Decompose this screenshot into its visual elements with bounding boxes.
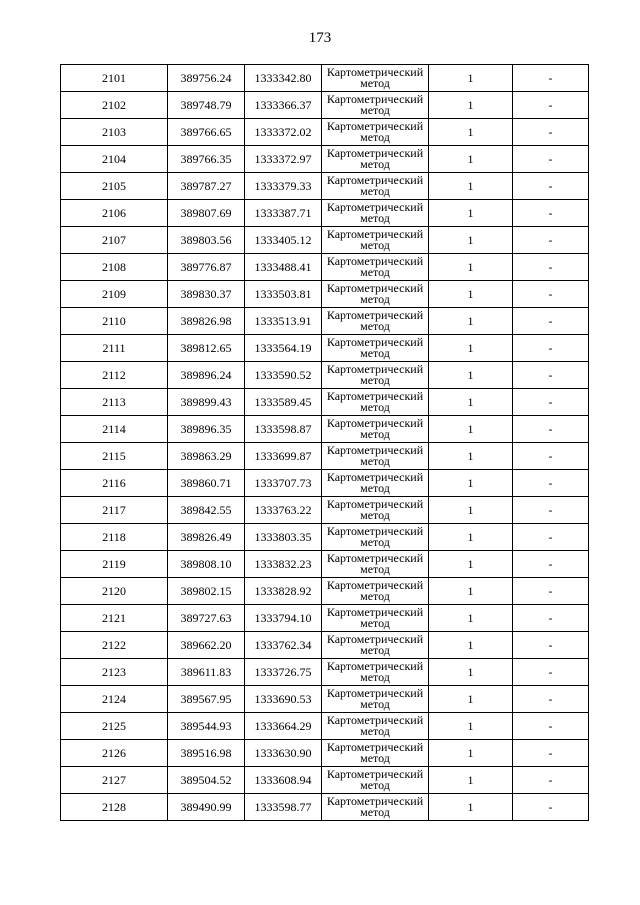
y-coordinate-cell: 1333589.45 bbox=[245, 389, 322, 416]
method-line-2: метод bbox=[360, 643, 390, 657]
count-cell: 1 bbox=[429, 200, 513, 227]
method-line-2: метод bbox=[360, 319, 390, 333]
x-coordinate-cell: 389863.29 bbox=[168, 443, 245, 470]
method-line-1: Картометрический bbox=[326, 200, 424, 214]
method-cell bbox=[322, 173, 429, 200]
method-line-2: метод bbox=[360, 562, 390, 576]
method-line-2: метод bbox=[360, 724, 390, 738]
method-line-1: Картометрический bbox=[326, 146, 424, 160]
dash-cell: - bbox=[513, 389, 589, 416]
point-number-cell: 2104 bbox=[61, 146, 168, 173]
method-cell bbox=[322, 713, 429, 740]
table-row bbox=[61, 119, 589, 146]
table-row bbox=[61, 740, 589, 767]
method-line-2: метод bbox=[360, 400, 390, 414]
method-line-2: метод bbox=[360, 778, 390, 792]
method-line-2: метод bbox=[360, 265, 390, 279]
table-row bbox=[61, 659, 589, 686]
x-coordinate-cell: 389826.49 bbox=[168, 524, 245, 551]
count-cell: 1 bbox=[429, 605, 513, 632]
x-coordinate-cell: 389766.65 bbox=[168, 119, 245, 146]
method-line-2: метод bbox=[360, 481, 390, 495]
y-coordinate-cell: 1333803.35 bbox=[245, 524, 322, 551]
table-row bbox=[61, 632, 589, 659]
count-cell: 1 bbox=[429, 65, 513, 92]
point-number-cell: 2113 bbox=[61, 389, 168, 416]
method-line-2: метод bbox=[360, 238, 390, 252]
count-cell: 1 bbox=[429, 686, 513, 713]
point-number-cell: 2105 bbox=[61, 173, 168, 200]
table-row bbox=[61, 524, 589, 551]
x-coordinate-cell: 389830.37 bbox=[168, 281, 245, 308]
x-coordinate-cell: 389803.56 bbox=[168, 227, 245, 254]
method-line-1: Картометрический bbox=[326, 65, 424, 79]
x-coordinate-cell: 389611.83 bbox=[168, 659, 245, 686]
method-line-2: метод bbox=[360, 130, 390, 144]
y-coordinate-cell: 1333513.91 bbox=[245, 308, 322, 335]
method-line-1: Картометрический bbox=[326, 362, 424, 376]
table-row bbox=[61, 686, 589, 713]
count-cell: 1 bbox=[429, 551, 513, 578]
method-cell bbox=[322, 497, 429, 524]
count-cell: 1 bbox=[429, 119, 513, 146]
dash-cell: - bbox=[513, 254, 589, 281]
method-line-2: метод bbox=[360, 508, 390, 522]
method-cell bbox=[322, 470, 429, 497]
method-line-2: метод bbox=[360, 157, 390, 171]
y-coordinate-cell: 1333405.12 bbox=[245, 227, 322, 254]
method-cell bbox=[322, 740, 429, 767]
x-coordinate-cell: 389567.95 bbox=[168, 686, 245, 713]
method-cell bbox=[322, 254, 429, 281]
point-number-cell: 2122 bbox=[61, 632, 168, 659]
count-cell: 1 bbox=[429, 389, 513, 416]
y-coordinate-cell: 1333707.73 bbox=[245, 470, 322, 497]
x-coordinate-cell: 389504.52 bbox=[168, 767, 245, 794]
table-row bbox=[61, 443, 589, 470]
page-number: 173 bbox=[308, 30, 332, 46]
method-line-1: Картометрический bbox=[326, 686, 424, 700]
count-cell: 1 bbox=[429, 470, 513, 497]
method-cell bbox=[322, 794, 429, 821]
point-number-cell: 2103 bbox=[61, 119, 168, 146]
count-cell: 1 bbox=[429, 308, 513, 335]
method-line-2: метод bbox=[360, 427, 390, 441]
x-coordinate-cell: 389748.79 bbox=[168, 92, 245, 119]
method-line-1: Картометрический bbox=[326, 308, 424, 322]
dash-cell: - bbox=[513, 605, 589, 632]
dash-cell: - bbox=[513, 119, 589, 146]
method-line-2: метод bbox=[360, 454, 390, 468]
method-line-1: Картометрический bbox=[326, 92, 424, 106]
dash-cell: - bbox=[513, 308, 589, 335]
method-cell bbox=[322, 443, 429, 470]
method-line-1: Картометрический bbox=[326, 443, 424, 457]
count-cell: 1 bbox=[429, 335, 513, 362]
method-line-1: Картометрический bbox=[326, 497, 424, 511]
method-line-2: метод bbox=[360, 535, 390, 549]
dash-cell: - bbox=[513, 767, 589, 794]
y-coordinate-cell: 1333590.52 bbox=[245, 362, 322, 389]
x-coordinate-cell: 389896.24 bbox=[168, 362, 245, 389]
coordinates-table bbox=[60, 64, 589, 821]
point-number-cell: 2118 bbox=[61, 524, 168, 551]
point-number-cell: 2110 bbox=[61, 308, 168, 335]
method-line-1: Картометрический bbox=[326, 632, 424, 646]
method-cell bbox=[322, 308, 429, 335]
dash-cell: - bbox=[513, 578, 589, 605]
x-coordinate-cell: 389776.87 bbox=[168, 254, 245, 281]
method-cell bbox=[322, 335, 429, 362]
method-cell bbox=[322, 767, 429, 794]
point-number-cell: 2123 bbox=[61, 659, 168, 686]
point-number-cell: 2108 bbox=[61, 254, 168, 281]
point-number-cell: 2109 bbox=[61, 281, 168, 308]
method-line-1: Картометрический bbox=[326, 227, 424, 241]
method-line-2: метод bbox=[360, 184, 390, 198]
method-line-1: Картометрический bbox=[326, 794, 424, 808]
table-row bbox=[61, 200, 589, 227]
method-line-1: Картометрический bbox=[326, 254, 424, 268]
table-row bbox=[61, 281, 589, 308]
method-cell bbox=[322, 659, 429, 686]
dash-cell: - bbox=[513, 92, 589, 119]
method-line-2: метод bbox=[360, 805, 390, 819]
x-coordinate-cell: 389812.65 bbox=[168, 335, 245, 362]
method-line-1: Картометрический bbox=[326, 335, 424, 349]
method-line-1: Картометрический bbox=[326, 470, 424, 484]
y-coordinate-cell: 1333794.10 bbox=[245, 605, 322, 632]
dash-cell: - bbox=[513, 443, 589, 470]
point-number-cell: 2119 bbox=[61, 551, 168, 578]
point-number-cell: 2114 bbox=[61, 416, 168, 443]
count-cell: 1 bbox=[429, 794, 513, 821]
count-cell: 1 bbox=[429, 632, 513, 659]
count-cell: 1 bbox=[429, 281, 513, 308]
dash-cell: - bbox=[513, 470, 589, 497]
method-line-1: Картометрический bbox=[326, 119, 424, 133]
dash-cell: - bbox=[513, 686, 589, 713]
count-cell: 1 bbox=[429, 173, 513, 200]
method-cell bbox=[322, 200, 429, 227]
table-row bbox=[61, 605, 589, 632]
dash-cell: - bbox=[513, 416, 589, 443]
x-coordinate-cell: 389662.20 bbox=[168, 632, 245, 659]
method-line-1: Картометрический bbox=[326, 551, 424, 565]
method-line-2: метод bbox=[360, 76, 390, 90]
method-cell bbox=[322, 632, 429, 659]
count-cell: 1 bbox=[429, 524, 513, 551]
point-number-cell: 2106 bbox=[61, 200, 168, 227]
y-coordinate-cell: 1333828.92 bbox=[245, 578, 322, 605]
table-row bbox=[61, 767, 589, 794]
method-cell bbox=[322, 416, 429, 443]
count-cell: 1 bbox=[429, 92, 513, 119]
x-coordinate-cell: 389826.98 bbox=[168, 308, 245, 335]
y-coordinate-cell: 1333342.80 bbox=[245, 65, 322, 92]
dash-cell: - bbox=[513, 632, 589, 659]
method-cell bbox=[322, 65, 429, 92]
point-number-cell: 2111 bbox=[61, 335, 168, 362]
y-coordinate-cell: 1333379.33 bbox=[245, 173, 322, 200]
table-row bbox=[61, 173, 589, 200]
x-coordinate-cell: 389787.27 bbox=[168, 173, 245, 200]
x-coordinate-cell: 389516.98 bbox=[168, 740, 245, 767]
dash-cell: - bbox=[513, 146, 589, 173]
y-coordinate-cell: 1333598.87 bbox=[245, 416, 322, 443]
x-coordinate-cell: 389860.71 bbox=[168, 470, 245, 497]
dash-cell: - bbox=[513, 659, 589, 686]
table-row bbox=[61, 308, 589, 335]
dash-cell: - bbox=[513, 227, 589, 254]
x-coordinate-cell: 389544.93 bbox=[168, 713, 245, 740]
dash-cell: - bbox=[513, 713, 589, 740]
x-coordinate-cell: 389766.35 bbox=[168, 146, 245, 173]
count-cell: 1 bbox=[429, 713, 513, 740]
method-line-1: Картометрический bbox=[326, 740, 424, 754]
point-number-cell: 2112 bbox=[61, 362, 168, 389]
method-cell bbox=[322, 389, 429, 416]
table-row bbox=[61, 65, 589, 92]
table-row bbox=[61, 551, 589, 578]
y-coordinate-cell: 1333762.34 bbox=[245, 632, 322, 659]
method-cell bbox=[322, 92, 429, 119]
method-line-2: метод bbox=[360, 346, 390, 360]
method-line-2: метод bbox=[360, 697, 390, 711]
point-number-cell: 2121 bbox=[61, 605, 168, 632]
y-coordinate-cell: 1333598.77 bbox=[245, 794, 322, 821]
x-coordinate-cell: 389756.24 bbox=[168, 65, 245, 92]
dash-cell: - bbox=[513, 524, 589, 551]
table-row bbox=[61, 713, 589, 740]
dash-cell: - bbox=[513, 551, 589, 578]
method-line-1: Картометрический bbox=[326, 605, 424, 619]
table-row bbox=[61, 92, 589, 119]
table-row bbox=[61, 578, 589, 605]
method-line-2: метод bbox=[360, 751, 390, 765]
count-cell: 1 bbox=[429, 497, 513, 524]
table-row bbox=[61, 389, 589, 416]
method-line-2: метод bbox=[360, 211, 390, 225]
method-line-1: Картометрический bbox=[326, 173, 424, 187]
method-cell bbox=[322, 146, 429, 173]
y-coordinate-cell: 1333387.71 bbox=[245, 200, 322, 227]
method-cell bbox=[322, 524, 429, 551]
point-number-cell: 2127 bbox=[61, 767, 168, 794]
method-cell bbox=[322, 119, 429, 146]
x-coordinate-cell: 389807.69 bbox=[168, 200, 245, 227]
dash-cell: - bbox=[513, 200, 589, 227]
method-line-1: Картометрический bbox=[326, 659, 424, 673]
y-coordinate-cell: 1333372.97 bbox=[245, 146, 322, 173]
method-line-2: метод bbox=[360, 670, 390, 684]
method-line-1: Картометрический bbox=[326, 524, 424, 538]
method-line-1: Картометрический bbox=[326, 713, 424, 727]
method-cell bbox=[322, 605, 429, 632]
table-row bbox=[61, 470, 589, 497]
coordinates-table-body bbox=[61, 65, 589, 821]
point-number-cell: 2128 bbox=[61, 794, 168, 821]
table-row bbox=[61, 497, 589, 524]
method-line-1: Картометрический bbox=[326, 281, 424, 295]
table-row bbox=[61, 146, 589, 173]
point-number-cell: 2107 bbox=[61, 227, 168, 254]
method-line-1: Картометрический bbox=[326, 767, 424, 781]
y-coordinate-cell: 1333564.19 bbox=[245, 335, 322, 362]
y-coordinate-cell: 1333488.41 bbox=[245, 254, 322, 281]
count-cell: 1 bbox=[429, 146, 513, 173]
y-coordinate-cell: 1333503.81 bbox=[245, 281, 322, 308]
y-coordinate-cell: 1333699.87 bbox=[245, 443, 322, 470]
dash-cell: - bbox=[513, 281, 589, 308]
dash-cell: - bbox=[513, 740, 589, 767]
method-line-2: метод bbox=[360, 292, 390, 306]
point-number-cell: 2115 bbox=[61, 443, 168, 470]
method-line-1: Картометрический bbox=[326, 578, 424, 592]
table-row bbox=[61, 335, 589, 362]
dash-cell: - bbox=[513, 794, 589, 821]
method-line-1: Картометрический bbox=[326, 416, 424, 430]
table-row bbox=[61, 254, 589, 281]
point-number-cell: 2116 bbox=[61, 470, 168, 497]
method-cell bbox=[322, 551, 429, 578]
table-row bbox=[61, 362, 589, 389]
count-cell: 1 bbox=[429, 443, 513, 470]
x-coordinate-cell: 389727.63 bbox=[168, 605, 245, 632]
table-row bbox=[61, 227, 589, 254]
count-cell: 1 bbox=[429, 740, 513, 767]
point-number-cell: 2117 bbox=[61, 497, 168, 524]
y-coordinate-cell: 1333664.29 bbox=[245, 713, 322, 740]
method-line-2: метод bbox=[360, 589, 390, 603]
x-coordinate-cell: 389899.43 bbox=[168, 389, 245, 416]
y-coordinate-cell: 1333763.22 bbox=[245, 497, 322, 524]
method-line-1: Картометрический bbox=[326, 389, 424, 403]
x-coordinate-cell: 389490.99 bbox=[168, 794, 245, 821]
dash-cell: - bbox=[513, 335, 589, 362]
count-cell: 1 bbox=[429, 254, 513, 281]
method-cell bbox=[322, 227, 429, 254]
point-number-cell: 2101 bbox=[61, 65, 168, 92]
count-cell: 1 bbox=[429, 227, 513, 254]
dash-cell: - bbox=[513, 173, 589, 200]
y-coordinate-cell: 1333608.94 bbox=[245, 767, 322, 794]
x-coordinate-cell: 389842.55 bbox=[168, 497, 245, 524]
method-cell bbox=[322, 362, 429, 389]
y-coordinate-cell: 1333366.37 bbox=[245, 92, 322, 119]
count-cell: 1 bbox=[429, 767, 513, 794]
dash-cell: - bbox=[513, 497, 589, 524]
x-coordinate-cell: 389808.10 bbox=[168, 551, 245, 578]
method-line-2: метод bbox=[360, 616, 390, 630]
table-row bbox=[61, 416, 589, 443]
method-cell bbox=[322, 578, 429, 605]
point-number-cell: 2102 bbox=[61, 92, 168, 119]
y-coordinate-cell: 1333372.02 bbox=[245, 119, 322, 146]
count-cell: 1 bbox=[429, 578, 513, 605]
method-cell bbox=[322, 281, 429, 308]
point-number-cell: 2120 bbox=[61, 578, 168, 605]
dash-cell: - bbox=[513, 362, 589, 389]
y-coordinate-cell: 1333832.23 bbox=[245, 551, 322, 578]
y-coordinate-cell: 1333690.53 bbox=[245, 686, 322, 713]
x-coordinate-cell: 389896.35 bbox=[168, 416, 245, 443]
method-cell bbox=[322, 686, 429, 713]
count-cell: 1 bbox=[429, 416, 513, 443]
method-line-2: метод bbox=[360, 103, 390, 117]
table-row bbox=[61, 794, 589, 821]
y-coordinate-cell: 1333726.75 bbox=[245, 659, 322, 686]
dash-cell: - bbox=[513, 65, 589, 92]
point-number-cell: 2124 bbox=[61, 686, 168, 713]
method-line-2: метод bbox=[360, 373, 390, 387]
y-coordinate-cell: 1333630.90 bbox=[245, 740, 322, 767]
x-coordinate-cell: 389802.15 bbox=[168, 578, 245, 605]
count-cell: 1 bbox=[429, 659, 513, 686]
point-number-cell: 2126 bbox=[61, 740, 168, 767]
point-number-cell: 2125 bbox=[61, 713, 168, 740]
count-cell: 1 bbox=[429, 362, 513, 389]
